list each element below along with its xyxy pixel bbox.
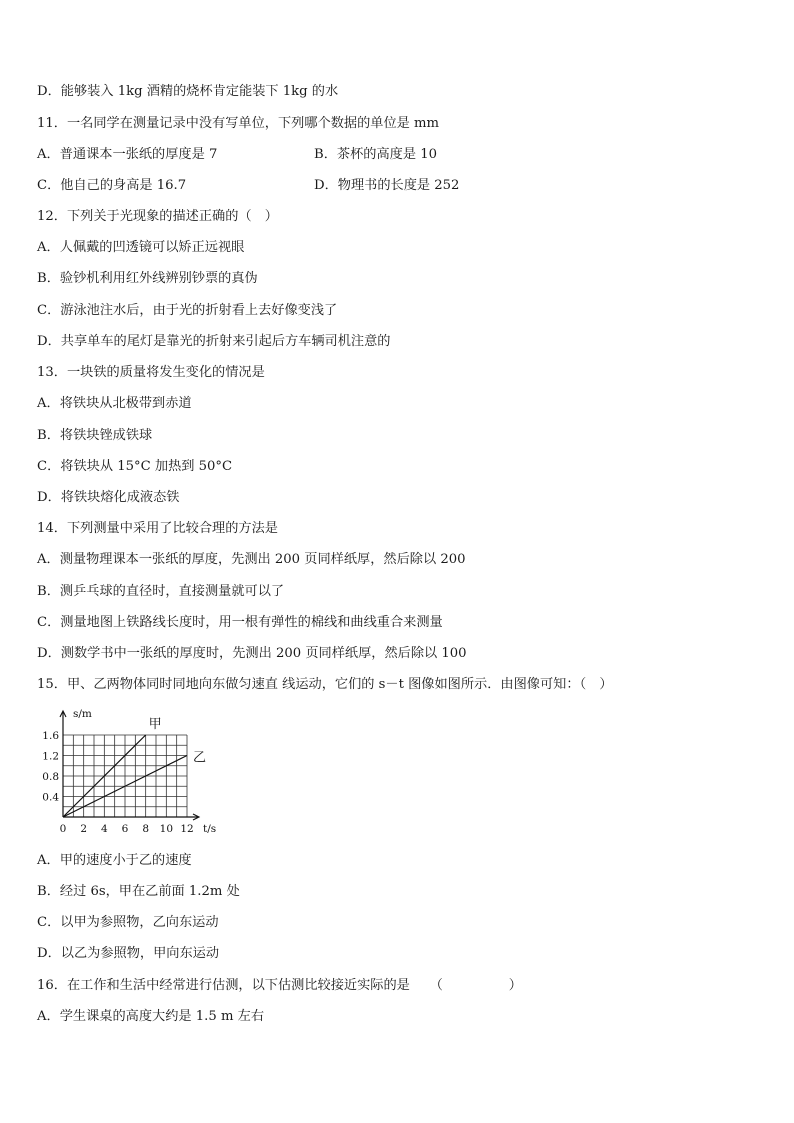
series-label: 乙: [193, 750, 207, 766]
option-13c: C．将铁块从 15°C 加热到 50°C: [37, 459, 233, 474]
y-tick-label: 1.2: [42, 750, 59, 763]
option-16a: A．学生课桌的高度大约是 1.5 m 左右: [37, 1009, 265, 1024]
option-13a: A．将铁块从北极带到赤道: [37, 396, 192, 411]
option-14c: C．测量地图上铁路线长度时，用一根有弹性的棉线和曲线重合来测量: [37, 615, 443, 630]
option-12a: A．人佩戴的凹透镜可以矫正远视眼: [37, 240, 245, 255]
st-graph: [38, 706, 228, 838]
line-d-prev: D．能够装入 1kg 酒精的烧杯肯定能装下 1kg 的水: [37, 84, 339, 99]
option-15a: A．甲的速度小于乙的速度: [37, 853, 192, 868]
x-tick-label: 10: [159, 823, 174, 835]
option-11d: D．物理书的长度是 252: [314, 178, 460, 193]
series-label: 甲: [148, 717, 162, 732]
x-axis-label: t/s: [203, 823, 217, 835]
option-11b: B．茶杯的高度是 10: [314, 147, 437, 162]
question-12: 12．下列关于光现象的描述正确的（ ）: [37, 209, 278, 224]
y-tick-label: 0.8: [42, 771, 59, 783]
option-15c: C．以甲为参照物，乙向东运动: [37, 915, 219, 930]
question-11: 11．一名同学在测量记录中没有写单位，下列哪个数据的单位是 mm: [37, 116, 440, 131]
x-tick-label: 8: [142, 823, 150, 835]
option-14d: D．测数学书中一张纸的厚度时，先测出 200 页同样纸厚，然后除以 100: [37, 646, 467, 661]
option-12d: D．共享单车的尾灯是靠光的折射来引起后方车辆司机注意的: [37, 334, 391, 349]
option-15d: D．以乙为参照物，甲向东运动: [37, 946, 220, 961]
question-16: 16．在工作和生活中经常进行估测，以下估测比较接近实际的是 （ ）: [37, 978, 522, 993]
question-15: 15．甲、乙两物体同时同地向东做匀速直 线运动，它们的 s－t 图像如图所示．由图像可知：（ ）: [37, 677, 613, 692]
x-tick-label: 4: [100, 823, 108, 835]
option-15b: B．经过 6s，甲在乙前面 1.2m 处: [37, 884, 240, 899]
option-14a: A．测量物理课本一张纸的厚度，先测出 200 页同样纸厚，然后除以 200: [37, 552, 466, 567]
grid: [63, 735, 187, 817]
y-axis-label: s/m: [73, 708, 92, 720]
option-13d: D．将铁块熔化成液态铁: [37, 490, 180, 505]
option-14b: B．测乒乓球的直径时，直接测量就可以了: [37, 584, 285, 599]
x-tick-label: 6: [121, 823, 129, 835]
y-tick-label: 1.6: [42, 730, 59, 742]
option-11a: A．普通课本一张纸的厚度是 7: [37, 147, 218, 162]
x-tick-label: 2: [80, 823, 88, 835]
option-13b: B．将铁块锉成铁球: [37, 428, 153, 443]
option-11c: C．他自己的身高是 16.7: [37, 178, 187, 193]
x-tick-label: 0: [59, 823, 67, 835]
x-tick-label: 12: [180, 823, 194, 835]
question-14: 14．下列测量中采用了比较合理的方法是: [37, 521, 278, 536]
y-tick-label: 0.4: [42, 791, 59, 804]
option-12c: C．游泳池注水后，由于光的折射看上去好像变浅了: [37, 303, 338, 318]
tick-labels: [42, 730, 193, 835]
option-12b: B．验钞机利用红外线辨别钞票的真伪: [37, 271, 258, 286]
series: [63, 717, 206, 817]
question-13: 13．一块铁的质量将发生变化的情况是: [37, 365, 265, 380]
axis-labels: [73, 708, 216, 835]
